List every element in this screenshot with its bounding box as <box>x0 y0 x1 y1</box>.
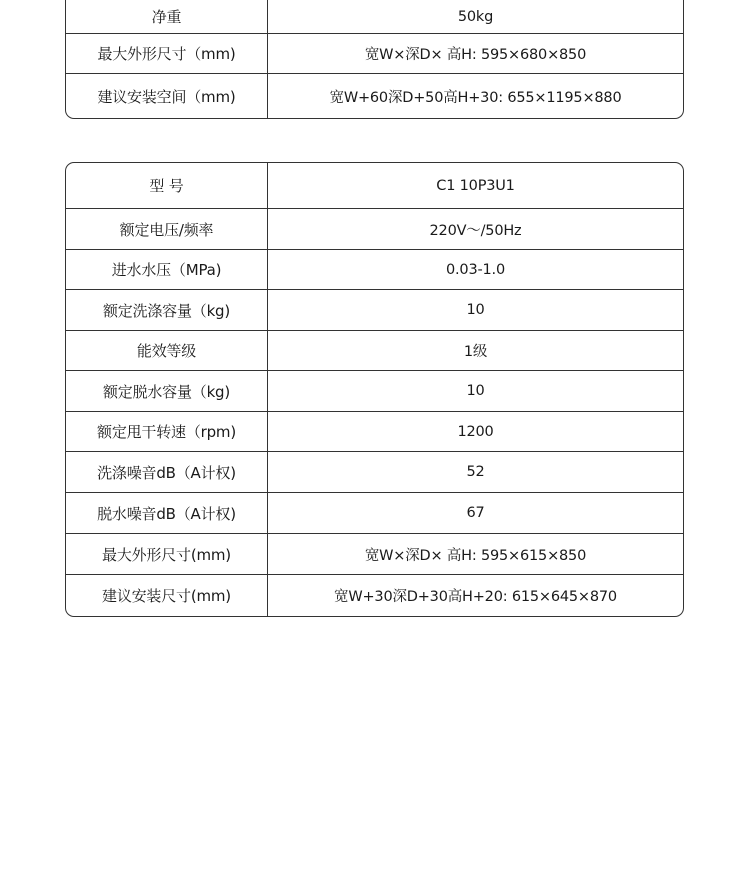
table-row <box>66 533 683 574</box>
row-label: 净重 <box>66 0 268 33</box>
row-label: 进水水压（MPa) <box>66 250 268 289</box>
row-label: 建议安装空间（mm) <box>66 74 268 118</box>
row-value: 52 <box>466 464 485 480</box>
row-label: 脱水噪音dB（A计权) <box>66 493 268 533</box>
row-value: C1 10P3U1 <box>436 177 515 194</box>
table-row <box>66 289 683 330</box>
row-label: 能效等级 <box>66 331 268 370</box>
table-row <box>66 492 683 533</box>
table-row <box>66 451 683 492</box>
table-row <box>66 370 683 411</box>
row-value: 220V～/50Hz <box>429 222 522 239</box>
table-row <box>66 208 683 249</box>
row-value: 1级 <box>463 344 488 360</box>
table-row <box>66 73 683 118</box>
row-value: 宽W+60深D+50高H+30: 655×1195×880 <box>329 89 622 106</box>
row-value: 10 <box>466 383 485 399</box>
table-row <box>66 163 683 208</box>
table-row <box>66 249 683 289</box>
table-row <box>66 33 683 73</box>
table-row <box>66 0 683 33</box>
row-value: 宽W×深D× 高H: 595×680×850 <box>364 47 587 63</box>
row-value: 宽W×深D× 高H: 595×615×850 <box>364 547 587 564</box>
table-row <box>66 574 683 616</box>
row-label: 额定脱水容量（kg) <box>66 371 268 411</box>
row-value: 10 <box>466 302 485 318</box>
row-value: 50kg <box>457 8 494 25</box>
row-value: 0.03-1.0 <box>446 261 505 278</box>
row-label: 洗涤噪音dB（A计权) <box>66 452 268 492</box>
row-value: 宽W+30深D+30高H+20: 615×645×870 <box>334 589 617 605</box>
table-row <box>66 330 683 370</box>
row-label: 额定电压/频率 <box>66 209 268 249</box>
row-label: 额定洗涤容量（kg) <box>66 290 268 330</box>
row-label: 建议安装尺寸(mm) <box>66 575 268 616</box>
row-label: 最大外形尺寸（mm) <box>66 34 268 73</box>
spec-table-specifications <box>65 162 684 617</box>
table-row <box>66 411 683 451</box>
spec-table-dimensions <box>65 0 684 119</box>
row-label: 型 号 <box>66 163 268 208</box>
row-value: 1200 <box>457 423 494 440</box>
row-label: 最大外形尺寸(mm) <box>66 534 268 574</box>
row-value: 67 <box>466 505 485 521</box>
row-label: 额定甩干转速（rpm) <box>66 412 268 451</box>
